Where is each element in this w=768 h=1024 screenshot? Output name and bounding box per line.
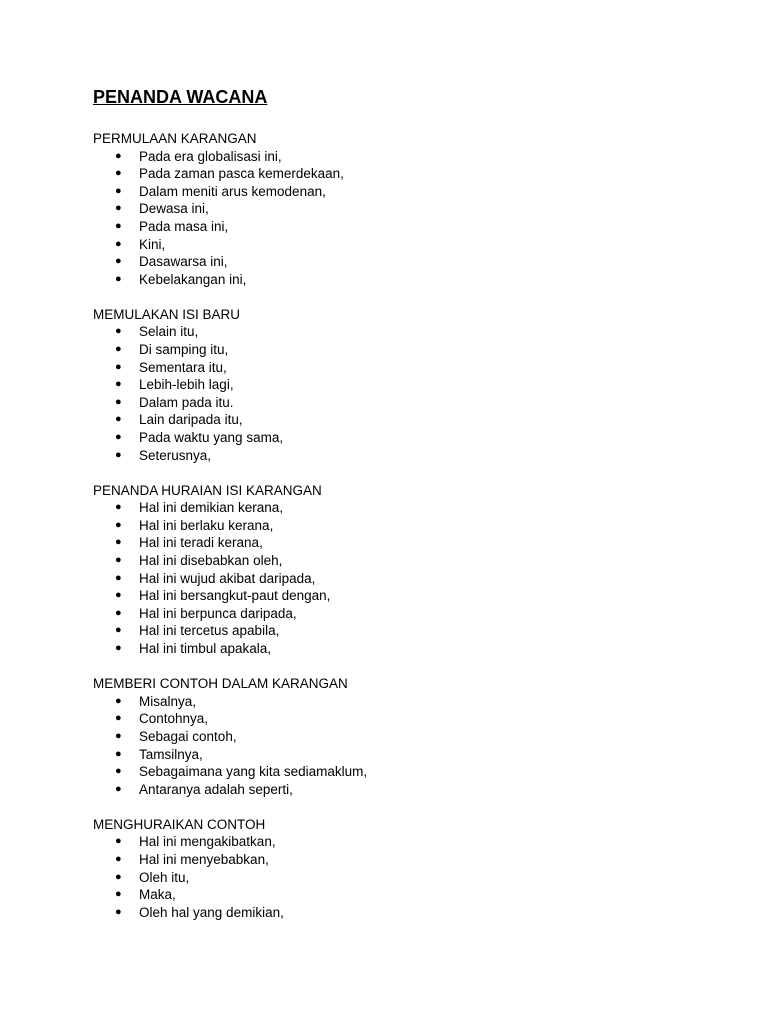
section (93, 675, 768, 798)
bullet-icon: ● (115, 395, 122, 408)
section-heading: PERMULAAN KARANGAN (93, 131, 257, 146)
list-item-text: Pada era globalisasi ini, (139, 148, 282, 164)
list-item-text: Hal ini teradi kerana, (139, 535, 263, 551)
list-item-text: Hal ini demikian kerana, (139, 500, 284, 516)
list-item-text: Hal ini wujud akibat daripada, (139, 570, 316, 586)
bullet-icon: ● (115, 536, 122, 549)
list-item (93, 763, 768, 781)
bullet-icon: ● (115, 343, 122, 356)
list-item (93, 833, 768, 851)
list-item (93, 165, 768, 183)
list-item (93, 886, 768, 904)
list-item (93, 851, 768, 869)
document-title: PENANDA WACANA (93, 87, 268, 107)
list-item (93, 710, 768, 728)
list-item-text: Dalam pada itu. (139, 394, 234, 410)
list-item (93, 605, 768, 623)
bullet-icon: ● (115, 219, 122, 232)
list-item (93, 394, 768, 412)
bullet-icon: ● (115, 272, 122, 285)
list-item (93, 587, 768, 605)
list-item-text: Hal ini bersangkut-paut dengan, (139, 588, 331, 604)
bullet-list (93, 323, 768, 464)
list-item-text: Hal ini berlaku kerana, (139, 517, 274, 533)
list-item (93, 236, 768, 254)
list-item-text: Seterusnya, (139, 447, 212, 463)
bullet-icon: ● (115, 852, 122, 865)
bullet-icon: ● (115, 905, 122, 918)
list-item (93, 271, 768, 289)
list-item-text: Selain itu, (139, 324, 199, 340)
list-item-text: Tamsilnya, (139, 746, 203, 762)
list-item-text: Dalam meniti arus kemodenan, (139, 183, 326, 199)
list-item-text: Dewasa ini, (139, 201, 209, 217)
bullet-icon: ● (115, 167, 122, 180)
section (93, 816, 768, 922)
bullet-icon: ● (115, 237, 122, 250)
bullet-icon: ● (115, 518, 122, 531)
section-heading: PENANDA HURAIAN ISI KARANGAN (93, 482, 322, 498)
list-item (93, 429, 768, 447)
list-item-text: Kebelakangan ini, (139, 271, 247, 287)
bullet-icon: ● (115, 202, 122, 215)
bullet-icon: ● (115, 360, 122, 373)
list-item-text: Misalnya, (139, 693, 197, 709)
list-item (93, 640, 768, 658)
bullet-icon: ● (115, 624, 122, 637)
bullet-list (93, 499, 768, 657)
list-item (93, 517, 768, 535)
section-heading: MENGHURAIKAN CONTOH (93, 816, 266, 832)
bullet-list (93, 693, 768, 799)
list-item-text: Oleh itu, (139, 869, 190, 885)
bullet-icon: ● (115, 835, 122, 848)
list-item-text: Dasawarsa ini, (139, 254, 228, 270)
list-item (93, 148, 768, 166)
list-item-text: Oleh hal yang demikian, (139, 904, 284, 920)
bullet-icon: ● (115, 782, 122, 795)
list-item (93, 411, 768, 429)
list-item-text: Pada zaman pasca kemerdekaan, (139, 166, 344, 182)
list-item-text: Hal ini disebabkan oleh, (139, 553, 283, 569)
bullet-icon: ● (115, 870, 122, 883)
bullet-icon: ● (115, 501, 122, 514)
bullet-icon: ● (115, 448, 122, 461)
list-item (93, 200, 768, 218)
list-item (93, 447, 768, 465)
bullet-icon: ● (115, 554, 122, 567)
list-item (93, 499, 768, 517)
bullet-icon: ● (115, 765, 122, 778)
bullet-list (93, 833, 768, 921)
list-item (93, 376, 768, 394)
section-heading: MEMULAKAN ISI BARU (93, 306, 241, 322)
list-item (93, 253, 768, 271)
bullet-icon: ● (115, 747, 122, 760)
list-item (93, 341, 768, 359)
list-item-text: Pada waktu yang sama, (139, 430, 284, 445)
list-item-text: Lebih-lebih lagi, (139, 377, 234, 393)
list-item (93, 570, 768, 588)
list-item-text: Hal ini mengakibatkan, (139, 834, 276, 850)
list-item-text: Hal ini berpunca daripada, (139, 605, 297, 621)
list-item-text: Di samping itu, (139, 342, 229, 358)
list-item-text: Antaranya adalah seperti, (139, 781, 293, 797)
section (93, 130, 768, 288)
list-item-text: Maka, (139, 887, 176, 903)
bullet-list (93, 148, 768, 289)
section (93, 482, 768, 658)
list-item (93, 323, 768, 341)
bullet-icon: ● (115, 431, 122, 443)
list-item (93, 904, 768, 922)
bullet-icon: ● (115, 888, 122, 901)
list-item-text: Contohnya, (139, 711, 209, 727)
bullet-icon: ● (115, 642, 122, 655)
bullet-icon: ● (115, 184, 122, 197)
bullet-icon: ● (115, 325, 122, 338)
list-item (93, 746, 768, 764)
list-item (93, 552, 768, 570)
list-item-text: Hal ini tercetus apabila, (139, 623, 280, 639)
list-item (93, 693, 768, 711)
list-item-text: Sementara itu, (139, 359, 227, 375)
list-item-text: Kini, (139, 236, 166, 252)
section-heading: MEMBERI CONTOH DALAM KARANGAN (93, 676, 348, 692)
list-item (93, 622, 768, 640)
bullet-icon: ● (115, 255, 122, 268)
list-item-text: Lain daripada itu, (139, 412, 243, 428)
list-item (93, 359, 768, 377)
bullet-icon: ● (115, 413, 122, 426)
sections-container (93, 130, 768, 921)
list-item-text: Pada masa ini, (139, 218, 229, 234)
bullet-icon: ● (115, 712, 122, 725)
list-item (93, 781, 768, 799)
list-item (93, 183, 768, 201)
list-item-text: Sebagai contoh, (139, 728, 237, 744)
list-item (93, 534, 768, 552)
bullet-icon: ● (115, 589, 122, 602)
bullet-icon: ● (115, 694, 122, 707)
list-item (93, 218, 768, 236)
bullet-icon: ● (115, 378, 122, 391)
list-item (93, 728, 768, 746)
section (93, 306, 768, 464)
bullet-icon: ● (115, 729, 122, 742)
bullet-icon: ● (115, 571, 122, 584)
list-item-text: Hal ini timbul apakala, (139, 641, 272, 657)
list-item-text: Sebagaimana yang kita sediamaklum, (139, 764, 368, 780)
list-item-text: Hal ini menyebabkan, (139, 851, 269, 867)
bullet-icon: ● (115, 149, 122, 162)
list-item (93, 869, 768, 887)
bullet-icon: ● (115, 606, 122, 619)
